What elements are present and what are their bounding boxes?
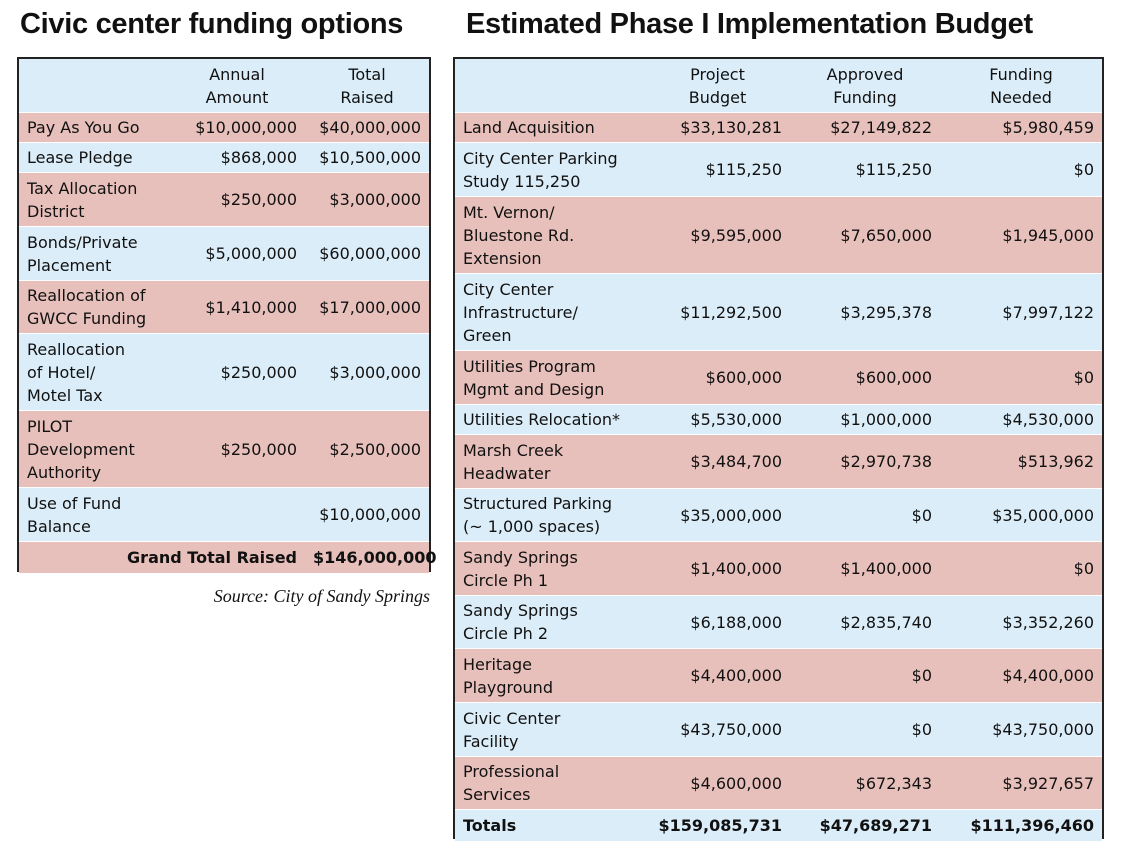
- annual-amount: $250,000: [220, 362, 297, 382]
- funding-needed: $43,750,000: [992, 720, 1094, 739]
- table-row: [455, 143, 1102, 197]
- annual-amount: $868,000: [220, 148, 297, 167]
- funding-needed: $4,400,000: [1002, 666, 1094, 685]
- table-row: [19, 227, 429, 281]
- project-budget: $115,250: [705, 160, 782, 179]
- funding-needed: $3,352,260: [1002, 612, 1094, 632]
- column-header-total: Total Raised: [340, 64, 394, 107]
- row-label: Heritage Playground: [463, 654, 553, 697]
- funding-needed: $0: [1073, 160, 1094, 179]
- approved-funding: $2,970,738: [840, 452, 932, 471]
- column-header-project-budget: Project Budget: [688, 64, 747, 107]
- annual-amount: $5,000,000: [205, 244, 297, 263]
- project-budget: $1,400,000: [690, 559, 782, 578]
- project-budget: $3,484,700: [690, 452, 782, 471]
- total-raised: $10,500,000: [319, 148, 421, 167]
- approved-funding: $27,149,822: [830, 118, 932, 137]
- source-credit: Source: City of Sandy Springs: [213, 586, 430, 606]
- table-row: [455, 703, 1102, 757]
- approved-funding: $7,650,000: [840, 225, 932, 245]
- project-budget: $33,130,281: [680, 118, 782, 137]
- project-budget: $9,595,000: [690, 225, 782, 245]
- row-label: Civic Center Facility: [463, 708, 561, 751]
- approved-funding: $1,000,000: [840, 410, 932, 429]
- table-row: [19, 488, 429, 542]
- budget-title: Estimated Phase I Implementation Budget: [466, 8, 1033, 40]
- project-budget: $4,600,000: [690, 773, 782, 793]
- table-row: [19, 143, 429, 173]
- annual-amount: $250,000: [220, 439, 297, 459]
- approved-funding: $0: [911, 720, 932, 739]
- total-raised: $10,000,000: [319, 505, 421, 524]
- table-row: [455, 274, 1102, 351]
- table-row: [455, 197, 1102, 274]
- table-row: [455, 757, 1102, 810]
- funding-needed: $5,980,459: [1002, 118, 1094, 137]
- row-label: Pay As You Go: [27, 118, 140, 137]
- project-budget: $35,000,000: [680, 505, 782, 525]
- funding-needed: $35,000,000: [992, 505, 1094, 525]
- approved-funding: $672,343: [855, 773, 932, 793]
- approved-funding: $600,000: [855, 368, 932, 387]
- funding-needed: $3,927,657: [1002, 773, 1094, 793]
- total-project-budget: $159,085,731: [658, 816, 782, 835]
- row-label: Tax Allocation District: [27, 178, 138, 221]
- approved-funding: $115,250: [855, 160, 932, 179]
- table-row: [19, 334, 429, 411]
- row-label: Marsh Creek Headwater: [463, 440, 564, 483]
- total-raised: $3,000,000: [329, 190, 421, 209]
- funding-needed: $0: [1073, 559, 1094, 578]
- approved-funding: $1,400,000: [840, 559, 932, 578]
- annual-amount: $10,000,000: [195, 118, 297, 137]
- row-label: Land Acquisition: [463, 118, 595, 137]
- funding-needed: $7,997,122: [1002, 302, 1094, 322]
- row-label: Mt. Vernon/ Bluestone Rd. Extension: [463, 202, 575, 268]
- row-label: Structured Parking (~ 1,000 spaces): [463, 494, 612, 536]
- row-label: City Center Infrastructure/ Green: [463, 279, 578, 345]
- table-row: [455, 113, 1102, 143]
- row-label: Utilities Program Mgmt and Design: [463, 356, 605, 399]
- row-label: Sandy Springs Circle Ph 2: [463, 601, 578, 643]
- annual-amount: $250,000: [220, 190, 297, 209]
- table-row: [19, 281, 429, 334]
- total-raised: $40,000,000: [319, 118, 421, 137]
- column-header-approved-funding: Approved Funding: [826, 64, 904, 107]
- table-row: [455, 435, 1102, 489]
- project-budget: $5,530,000: [690, 410, 782, 429]
- totals-label: Totals: [463, 816, 517, 835]
- funding-needed: $0: [1073, 368, 1094, 387]
- table-row: [19, 411, 429, 488]
- row-label: Use of Fund Balance: [27, 493, 122, 536]
- project-budget: $6,188,000: [690, 612, 782, 632]
- total-raised: $2,500,000: [329, 439, 421, 459]
- table-row: [455, 489, 1102, 542]
- funding-options-title: Civic center funding options: [20, 8, 404, 40]
- total-raised: $17,000,000: [319, 297, 421, 317]
- row-label: City Center Parking Study 115,250: [463, 148, 618, 191]
- grand-total-value: $146,000,000: [313, 548, 437, 567]
- table-header-row: [455, 59, 1102, 113]
- table-header-row: [19, 59, 429, 113]
- row-label: Reallocation of Hotel/ Motel Tax: [27, 339, 125, 405]
- funding-needed: $4,530,000: [1002, 410, 1094, 429]
- project-budget: $11,292,500: [680, 302, 782, 322]
- grand-total-row: [19, 542, 437, 573]
- total-approved-funding: $47,689,271: [819, 816, 932, 835]
- approved-funding: $0: [911, 666, 932, 685]
- project-budget: $43,750,000: [680, 720, 782, 739]
- row-label: Professional Services: [463, 762, 560, 804]
- table-row: [455, 596, 1102, 649]
- total-raised: $60,000,000: [319, 244, 421, 263]
- row-label: Sandy Springs Circle Ph 1: [463, 547, 578, 590]
- row-label: Lease Pledge: [27, 148, 133, 167]
- column-header-annual: Annual Amount: [205, 64, 269, 107]
- annual-amount: $1,410,000: [205, 297, 297, 317]
- table-row: [19, 173, 429, 227]
- row-label: Reallocation of GWCC Funding: [27, 286, 147, 328]
- row-label: Bonds/Private Placement: [27, 232, 138, 275]
- budget-table: [453, 57, 1104, 839]
- funding-needed: $513,962: [1017, 452, 1094, 471]
- approved-funding: $3,295,378: [840, 302, 932, 322]
- approved-funding: $0: [911, 505, 932, 525]
- column-header-funding-needed: Funding Needed: [989, 64, 1053, 107]
- row-label: PILOT Development Authority: [27, 416, 135, 482]
- table-row: [455, 649, 1102, 703]
- row-label: Utilities Relocation*: [463, 410, 621, 429]
- grand-total-label: Grand Total Raised: [127, 548, 297, 567]
- totals-row: [455, 810, 1102, 841]
- funding-needed: $1,945,000: [1002, 225, 1094, 245]
- project-budget: $4,400,000: [690, 666, 782, 685]
- project-budget: $600,000: [705, 368, 782, 387]
- table-row: [19, 113, 429, 143]
- table-row: [455, 542, 1102, 596]
- total-funding-needed: $111,396,460: [970, 816, 1094, 835]
- total-raised: $3,000,000: [329, 362, 421, 382]
- approved-funding: $2,835,740: [840, 612, 932, 632]
- funding-options-table: [17, 57, 437, 572]
- table-row: [455, 351, 1102, 405]
- table-row: [455, 405, 1102, 435]
